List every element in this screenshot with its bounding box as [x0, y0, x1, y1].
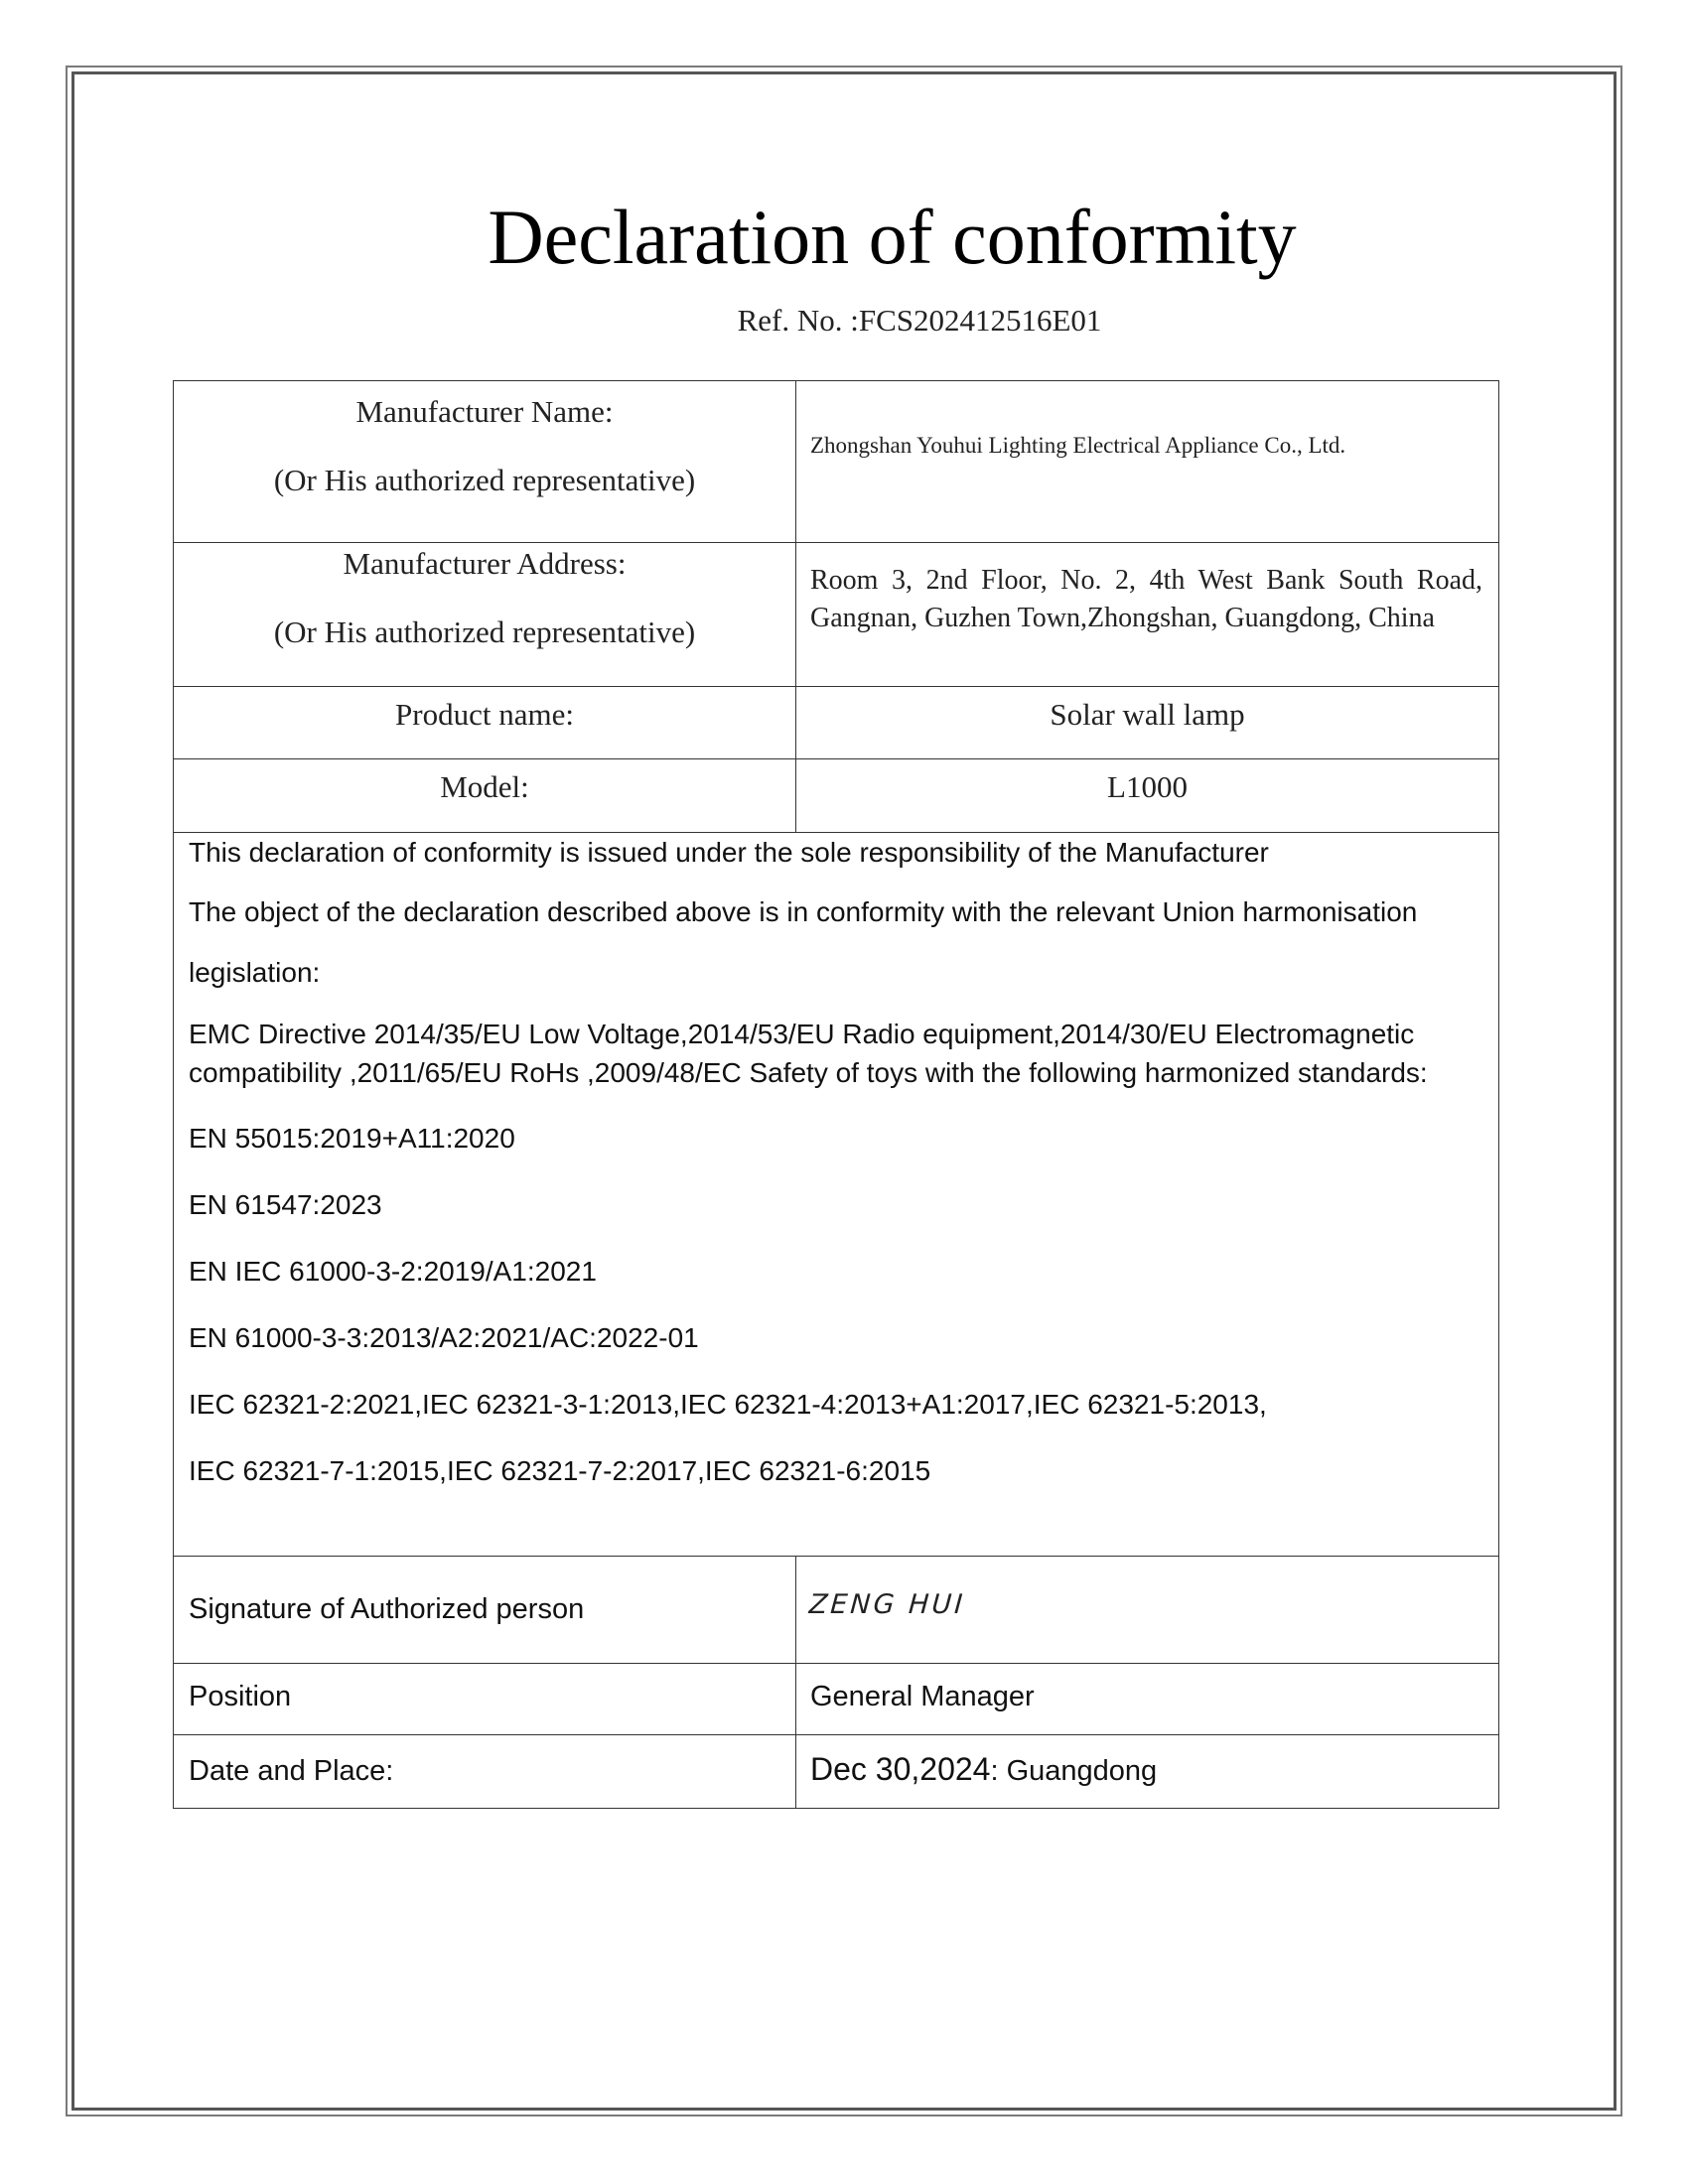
handwritten-signature: ZENG HUI — [807, 1589, 967, 1620]
position-row — [174, 1664, 1499, 1735]
manufacturer-name-value: Zhongshan Youhui Lighting Electrical Appliance Co., Ltd. — [810, 433, 1346, 458]
product-name-label-cell — [174, 687, 796, 759]
standard-item: IEC 62321-2:2021,IEC 62321-3-1:2013,IEC 62321-4:2013+A1:2017,IEC 62321-5:2013, — [189, 1389, 1267, 1420]
reference-number: Ref. No. :FCS202412516E01 — [737, 303, 1102, 338]
signature-label: Signature of Authorized person — [189, 1593, 585, 1625]
manufacturer-address-sublabel: (Or His authorized representative) — [273, 614, 696, 650]
declaration-directives: EMC Directive 2014/35/EU Low Voltage,2014/53/EU Radio equipment,2014/30/EU Electromagnetic compatibility ,2011/65/EU RoHs ,2009/48/EC Safety of toys with the following harmonized standards: — [189, 1019, 1428, 1088]
manufacturer-name-value-cell — [796, 381, 1499, 543]
declaration-cell — [174, 833, 1499, 1557]
declaration-legislation-line: legislation: — [189, 957, 321, 988]
date-place-label: Date and Place: — [189, 1755, 394, 1787]
declaration-statement: This declaration of conformity is issued under the sole responsibility of the Manufacturer — [189, 837, 1269, 868]
signature-value-cell — [796, 1557, 1499, 1664]
product-name-label: Product name: — [395, 697, 574, 732]
manufacturer-name-row — [174, 381, 1499, 543]
date-place-value-cell — [796, 1735, 1499, 1809]
product-name-value: Solar wall lamp — [1050, 697, 1245, 732]
model-label: Model: — [440, 769, 529, 804]
standard-item: IEC 62321-7-1:2015,IEC 62321-7-2:2017,IEC 62321-6:2015 — [189, 1455, 931, 1486]
signature-label-cell — [174, 1557, 796, 1664]
declaration-conformity-line: The object of the declaration described above is in conformity with the relevant Union harmonisation — [189, 896, 1418, 927]
date-place-value — [796, 1735, 1498, 1788]
manufacturer-name-label: Manufacturer Name: — [355, 394, 614, 429]
standard-item: EN 61547:2023 — [189, 1189, 382, 1220]
date-value: Dec 30,2024 — [810, 1751, 991, 1787]
place-value: : Guangdong — [990, 1755, 1158, 1787]
declaration-row — [174, 833, 1499, 1557]
standard-item: EN IEC 61000-3-2:2019/A1:2021 — [189, 1256, 597, 1287]
manufacturer-name-label-cell — [174, 381, 796, 543]
product-name-row — [174, 687, 1499, 759]
date-place-row — [174, 1735, 1499, 1809]
model-value: L1000 — [1107, 769, 1188, 804]
model-label-cell — [174, 759, 796, 833]
model-row — [174, 759, 1499, 833]
manufacturer-address-row — [174, 543, 1499, 687]
date-place-label-cell — [174, 1735, 796, 1809]
position-value-cell — [796, 1664, 1499, 1735]
manufacturer-name-sublabel: (Or His authorized representative) — [273, 463, 696, 498]
standard-item: EN 55015:2019+A11:2020 — [189, 1123, 515, 1154]
manufacturer-address-label-cell — [174, 543, 796, 687]
model-value-cell — [796, 759, 1499, 833]
position-value: General Manager — [810, 1681, 1035, 1712]
manufacturer-address-value-cell — [796, 543, 1499, 687]
standard-item: EN 61000-3-3:2013/A2:2021/AC:2022-01 — [189, 1322, 699, 1353]
position-label: Position — [189, 1681, 292, 1712]
signature-row — [174, 1557, 1499, 1664]
document-title: Declaration of conformity — [488, 194, 1297, 280]
product-name-value-cell — [796, 687, 1499, 759]
declaration-body — [174, 833, 1498, 1491]
manufacturer-address-label: Manufacturer Address: — [343, 546, 627, 581]
position-label-cell — [174, 1664, 796, 1735]
manufacturer-address-value: Room 3, 2nd Floor, No. 2, 4th West Bank South Road, Gangnan, Guzhen Town,Zhongshan, Guangdong, China — [810, 565, 1482, 633]
declaration-table — [173, 380, 1499, 1809]
